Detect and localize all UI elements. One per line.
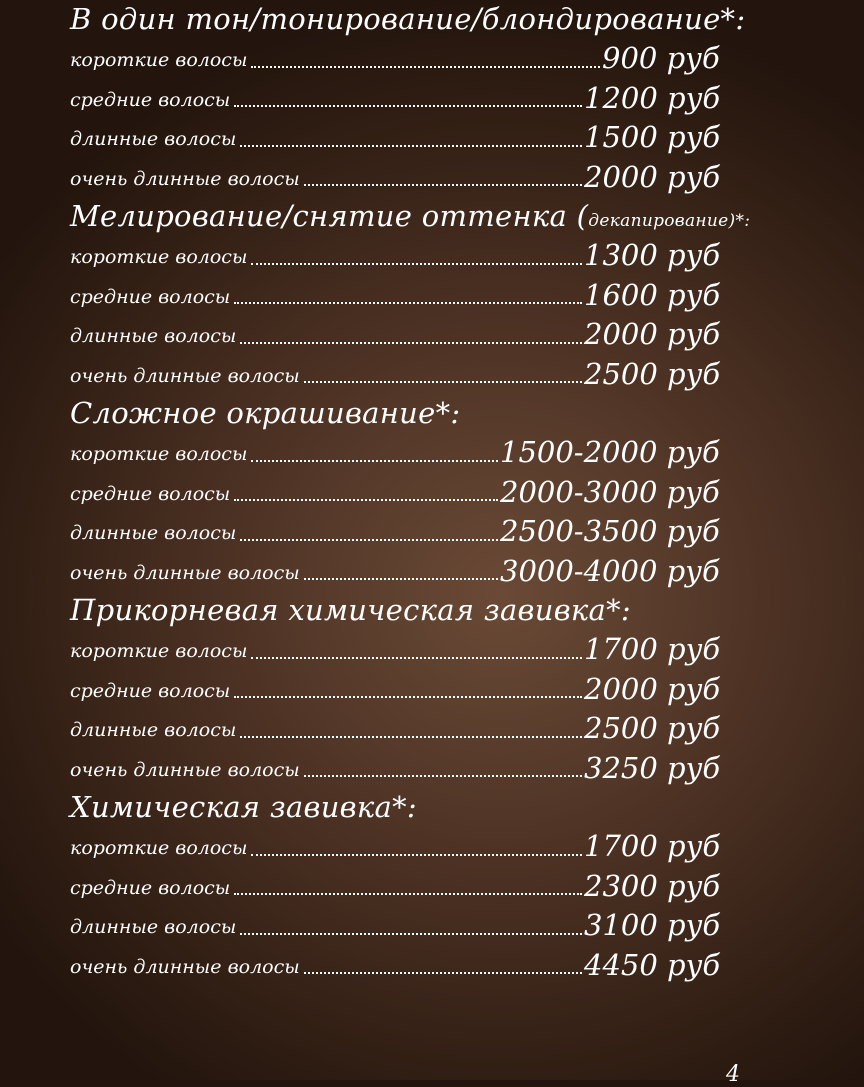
dot-leader xyxy=(234,105,582,107)
row-price: 900 руб xyxy=(602,41,720,75)
row-price: 2000 руб xyxy=(584,671,721,706)
row-price: 3100 руб xyxy=(584,908,721,942)
price-row xyxy=(70,473,720,513)
dot-leader xyxy=(234,893,582,895)
section-title: В один тон/тонирование/блондирование*: xyxy=(70,2,746,36)
row-price: 2000 руб xyxy=(584,159,721,194)
section-title-note: декапирование)*: xyxy=(588,211,751,231)
dot-leader xyxy=(304,775,582,777)
row-price: 3000-4000 руб xyxy=(500,553,720,588)
row-price: 2000 руб xyxy=(584,317,721,351)
row-label: очень длинные волосы xyxy=(70,758,300,781)
row-price: 2000-3000 руб xyxy=(500,474,720,509)
row-price: 2300 руб xyxy=(584,868,721,903)
price-row xyxy=(70,709,720,749)
row-label: очень длинные волосы xyxy=(70,955,300,978)
price-row xyxy=(70,946,720,986)
section-complex-coloring xyxy=(70,394,770,591)
section-root-perm xyxy=(70,591,770,788)
price-row xyxy=(70,118,720,158)
section-title: Химическая завивка*: xyxy=(70,790,417,824)
dot-leader xyxy=(304,184,582,186)
section-title: Прикорневая химическая завивка*: xyxy=(70,593,631,627)
row-label: короткие волосы xyxy=(70,640,248,662)
row-price: 2500 руб xyxy=(584,356,721,391)
row-price: 4450 руб xyxy=(584,947,721,982)
row-price: 1200 руб xyxy=(584,80,721,115)
dot-leader xyxy=(240,933,582,935)
section-tone-coloring xyxy=(70,0,770,197)
dot-leader xyxy=(251,66,600,68)
price-row xyxy=(70,670,720,710)
row-label: длинные волосы xyxy=(70,522,237,544)
row-label: средние волосы xyxy=(70,876,231,899)
row-price: 1700 руб xyxy=(584,632,721,666)
price-row xyxy=(70,158,720,198)
price-row xyxy=(70,630,720,670)
dot-leader xyxy=(240,145,582,147)
row-label: короткие волосы xyxy=(70,837,248,859)
row-price: 1500 руб xyxy=(584,120,721,154)
row-label: средние волосы xyxy=(70,482,231,505)
row-price: 3250 руб xyxy=(584,750,721,785)
dot-leader xyxy=(234,499,498,501)
section-perm xyxy=(70,788,770,985)
section-highlighting xyxy=(70,197,770,394)
dot-leader xyxy=(240,539,498,541)
row-label: длинные волосы xyxy=(70,719,237,741)
row-label: длинные волосы xyxy=(70,325,237,347)
dot-leader xyxy=(251,854,582,856)
page-number: 4 xyxy=(726,1062,740,1087)
row-label: длинные волосы xyxy=(70,916,237,938)
row-label: очень длинные волосы xyxy=(70,167,300,190)
row-label: короткие волосы xyxy=(70,443,248,465)
dot-leader xyxy=(304,972,582,974)
price-row xyxy=(70,236,720,276)
price-row xyxy=(70,39,720,79)
dot-leader xyxy=(304,578,498,580)
price-row xyxy=(70,355,720,395)
row-label: длинные волосы xyxy=(70,128,237,150)
dot-leader xyxy=(251,263,582,265)
row-price: 1600 руб xyxy=(584,277,721,312)
price-row xyxy=(70,433,720,473)
row-price: 2500-3500 руб xyxy=(500,514,720,548)
dot-leader xyxy=(251,460,498,462)
dot-leader xyxy=(234,696,582,698)
dot-leader xyxy=(240,342,582,344)
row-label: короткие волосы xyxy=(70,246,248,268)
price-row xyxy=(70,749,720,789)
price-row xyxy=(70,867,720,907)
price-row xyxy=(70,827,720,867)
row-price: 1500-2000 руб xyxy=(500,435,720,469)
row-price: 1300 руб xyxy=(584,238,721,272)
row-label: средние волосы xyxy=(70,679,231,702)
price-row xyxy=(70,906,720,946)
row-price: 2500 руб xyxy=(584,711,721,745)
row-label: очень длинные волосы xyxy=(70,561,300,584)
row-price: 1700 руб xyxy=(584,829,721,863)
row-label: средние волосы xyxy=(70,88,231,111)
dot-leader xyxy=(240,736,582,738)
row-label: короткие волосы xyxy=(70,49,248,71)
price-row xyxy=(70,79,720,119)
price-row xyxy=(70,512,720,552)
dot-leader xyxy=(251,657,582,659)
row-label: очень длинные волосы xyxy=(70,364,300,387)
dot-leader xyxy=(304,381,582,383)
price-row xyxy=(70,276,720,316)
dot-leader xyxy=(234,302,582,304)
price-list xyxy=(70,0,770,985)
row-label: средние волосы xyxy=(70,285,231,308)
section-title: Мелирование/снятие оттенка (декапирование)*: xyxy=(70,199,751,233)
price-row xyxy=(70,552,720,592)
section-title: Сложное окрашивание*: xyxy=(70,396,461,430)
price-row xyxy=(70,315,720,355)
